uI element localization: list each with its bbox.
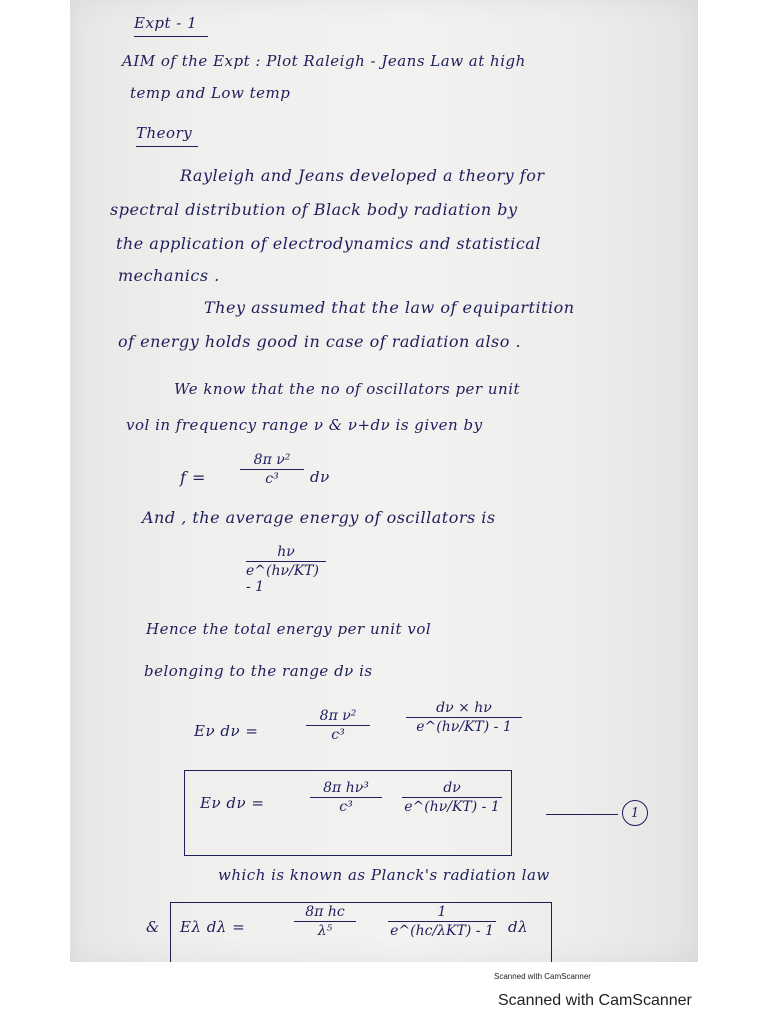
eq1-tail: dν — [310, 468, 330, 486]
equation-number: 1 — [630, 805, 640, 821]
eq5-f2-numerator: 1 — [437, 904, 447, 920]
para5-line-1: Hence the total energy per unit vol — [146, 620, 432, 638]
eq4-lhs: Eν dν = — [200, 794, 265, 812]
eq1-lhs: f = — [180, 468, 206, 487]
eq3-f2-numerator: dν × hν — [436, 700, 492, 716]
eq3-fraction-1 — [306, 708, 370, 743]
eq4-fraction-1 — [310, 780, 382, 815]
eq4-f2-denominator: e^(hν/KT) - 1 — [404, 799, 500, 815]
equation-number-circle — [622, 800, 648, 826]
eq3-lhs: Eν dν = — [194, 722, 259, 740]
theory-underline — [136, 146, 198, 147]
eq5-fraction-1 — [294, 904, 356, 939]
watermark-large: Scanned with CamScanner — [498, 992, 692, 1009]
para5-line-2: belonging to the range dν is — [144, 662, 373, 680]
eq5-fraction-2 — [388, 904, 496, 939]
eq3-fraction-2 — [406, 700, 522, 735]
aim-line-2: temp and Low temp — [130, 84, 291, 102]
eq1-fraction — [240, 452, 304, 487]
para6: which is known as Planck's radiation law — [218, 866, 550, 884]
para1-line-1: Rayleigh and Jeans developed a theory for — [180, 166, 545, 185]
watermark-small: Scanned with CamScanner — [494, 972, 591, 981]
eq5-tail: dλ — [508, 918, 529, 936]
eq4-pointer-line — [546, 814, 618, 815]
eq3-f1-denominator: c³ — [331, 727, 345, 743]
eq5-f2-denominator: e^(hc/λKT) - 1 — [390, 923, 494, 939]
para1-line-3: the application of electrodynamics and statistical — [116, 234, 541, 253]
eq1-denominator: c³ — [265, 471, 279, 487]
eq4-f2-numerator: dν — [443, 780, 461, 796]
eq5-prefix: & — [146, 918, 160, 936]
para4: And , the average energy of oscillators is — [142, 508, 496, 527]
eq5-f1-denominator: λ⁵ — [317, 923, 333, 939]
experiment-heading: Expt - 1 — [134, 14, 198, 32]
eq4-f1-denominator: c³ — [339, 799, 353, 815]
para1-line-4: mechanics . — [118, 266, 220, 285]
eq2-denominator: e^(hν/KT) - 1 — [246, 563, 319, 595]
eq5-lhs: Eλ dλ = — [180, 918, 246, 936]
eq3-f1-numerator: 8π ν² — [319, 708, 357, 724]
eq5-f1-numerator: 8π hc — [305, 904, 345, 920]
eq2-fraction — [246, 544, 326, 595]
para2-line-1: They assumed that the law of equipartition — [204, 298, 575, 317]
para2-line-2: of energy holds good in case of radiation also . — [118, 332, 522, 351]
eq2-numerator: hν — [277, 544, 295, 560]
eq4-f1-numerator: 8π hν³ — [323, 780, 369, 796]
para1-line-2: spectral distribution of Black body radiation by — [110, 200, 518, 219]
aim-line-1: AIM of the Expt : Plot Raleigh - Jeans Law at high — [122, 52, 526, 70]
eq4-fraction-2 — [402, 780, 502, 815]
para3-line-2: vol in frequency range ν & ν+dν is given by — [126, 416, 483, 434]
theory-title: Theory — [136, 124, 193, 142]
scanned-page — [70, 0, 698, 962]
eq1-numerator: 8π ν² — [253, 452, 291, 468]
para3-line-1: We know that the no of oscillators per unit — [174, 380, 521, 398]
eq3-f2-denominator: e^(hν/KT) - 1 — [416, 719, 512, 735]
heading-underline — [134, 36, 208, 37]
